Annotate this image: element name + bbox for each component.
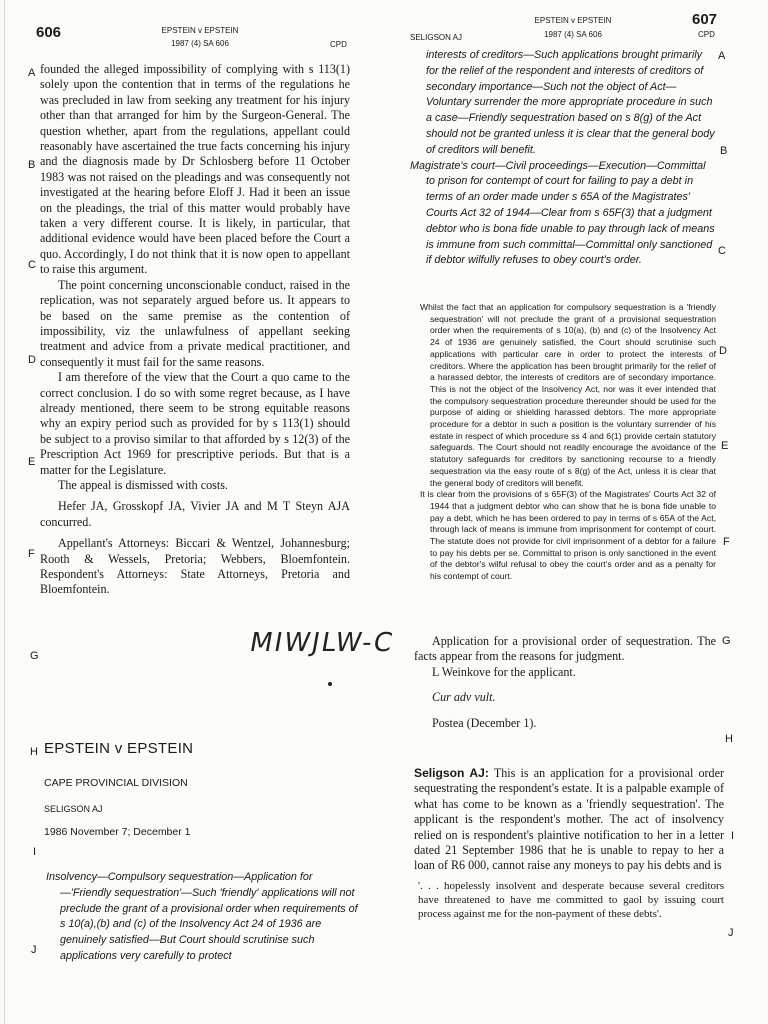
cur-adv-vult: Cur adv vult. <box>432 690 496 705</box>
headnote-left <box>46 870 358 965</box>
left-margin-letter-g: G <box>30 650 39 662</box>
handwritten-note: MIWJLW-C <box>247 628 397 658</box>
right-margin-letter-h: H <box>725 733 733 745</box>
left-body <box>40 62 350 598</box>
application-block <box>414 634 716 731</box>
ink-dot <box>328 682 332 686</box>
left-margin-letter-j: J <box>31 944 37 956</box>
right-margin-letter-i: I <box>731 830 735 842</box>
headnote-insolvency: Insolvency—Compulsory sequestration—Application for—'Friendly sequestration'—Such 'friendly' applications will not preclude the grant of a provisional order when requirements of s 10(a),(b) and (c) of the Insolvency Act 24 of 1936 are genuinely satisfied—But Court should scrutinise such applications very carefully to protect <box>46 871 358 962</box>
left-paragraph-3: I am therefore of the view that the Court a quo came to the correct conclusion. I do so with some regret because, as I have already mentioned, there seem to be strong equitable reasons why an expiry period such as provided for by s 113(1) should be subject to a proviso similar to that afforded by s 12(3) of the Prescription Act 1969 for prescriptive periods. But that is a matter for the Legislature. <box>40 370 350 477</box>
right-judge-header: SELIGSON AJ <box>410 33 463 42</box>
left-page-number: 606 <box>36 24 62 41</box>
headnote-right <box>410 48 716 269</box>
judgment-judge: Seligson AJ: <box>414 766 489 780</box>
right-running-title: EPSTEIN v EPSTEIN <box>534 16 612 25</box>
summary <box>410 302 716 583</box>
left-attorneys: Appellant's Attorneys: Biccari & Wentzel, Johannesburg; Rooth & Wessels, Pretoria; Webbers, Bloemfontein. Respondent's Attorneys: State Attorneys, Pretoria and Bloemfontein. <box>40 536 350 597</box>
judgment-block <box>414 766 724 921</box>
left-margin-letter-h: H <box>30 746 38 758</box>
right-citation: 1987 (4) SA 606 <box>544 30 602 39</box>
left-margin-letter-d: D <box>28 354 36 366</box>
counsel-line: L Weinkove for the applicant. <box>432 664 576 679</box>
right-page-number: 607 <box>692 11 718 28</box>
right-margin-letter-a: A <box>718 50 726 62</box>
headnote-continuation: interests of creditors—Such applications brought primarily for the relief of the respondent and interests of creditors of secondary importance—Such not the object of Act—Voluntary surrender the more appropriate procedure in such a case—Friendly sequestration based on s 8(g) of the Act should not be granted unless it is clear that the general body of creditors will benefit. <box>426 49 715 156</box>
left-margin-letter-e: E <box>28 456 36 468</box>
postea: Postea (December 1). <box>432 715 537 730</box>
summary-paragraph-1: Whilst the fact that an application for compulsory sequestration is a 'friendly sequestration' will not preclude the grant of a provisional sequestration order when the requirements of s 10(a), (b) and (c) of the Insolvency Act 24 of 1936 are genuinely satisfied, the Court should scrutinise such applications with particular care in order to protect the interests of creditors. Where the application has been brought primarily for the relief of a harassed debtor, the interests of creditors are of secondary importance. This is not the object of the Insolvency Act, nor was it ever intended that the compulsory sequestration procedure thereunder should be used for the purpose of aiding or shielding harassed debtors. The more appropriate procedure for a debtor in such a position is the voluntary surrender of his estate in respect of which procedure ss 4 and 6(1) provide certain statutory safeguards. The Court should not readily encourage the avoidance of the statutory safeguards for creditors by sanctioning recourse to a friendly sequestration via the easy route of s 8(g) of the Act, unless it is clear that the general body of creditors will benefit. <box>420 302 716 488</box>
right-margin-letter-g: G <box>722 635 731 647</box>
application-text: Application for a provisional order of sequestration. The facts appear from the reasons for judgment. <box>414 634 716 664</box>
left-running-title: EPSTEIN v EPSTEIN <box>161 26 239 35</box>
case-division: CAPE PROVINCIAL DIVISION <box>44 777 188 789</box>
summary-paragraph-2: It is clear from the provisions of s 65F(3) of the Magistrates' Courts Act 32 of 1944 that a judgment debtor who can show that he is bona fide unable to pay a debt, which he has been ordered to pay in terms of s 65A of the Act, through lack of means is immune from imprisonment for contempt of court. The statute does not provide for civil imprisonment of a debtor for a failure to pay his debts per se. Committal to prison is only sanctioned in the event of the debtor's wilful refusal to obey the court's order and as a penalty for his contempt of court. <box>420 489 716 582</box>
left-margin-letter-i: I <box>33 846 37 858</box>
right-margin-letter-b: B <box>720 145 728 157</box>
judgment-text <box>414 766 724 874</box>
right-margin-letter-e: E <box>721 440 729 452</box>
left-paragraph-1: founded the alleged impossibility of complying with s 113(1) solely upon the contention that in terms of the regulations he was precluded in law from seeking any treatment for his injury other than that arranged for him by the Surgeon-General. The question whether, apart from the regulations, appellant could reasonably have ascertained the true facts concerning his injury and the diagnosis made by Dr Schlosberg before 11 October 1983 was not raised on the pleadings and was consequently not investigated at the hearing before Eloff J. Had it been an issue on the pleadings, the trial of this matter would probably have taken a very different course. It is likely, in particular, that additional evidence would have been placed before the Court a quo. Accordingly, I do not think that it is now open to appellant to raise this argument. <box>40 62 350 277</box>
page-edge-line <box>4 0 5 1024</box>
case-dates: 1986 November 7; December 1 <box>44 826 191 838</box>
right-margin-letter-f: F <box>723 536 730 548</box>
left-margin-letter-f: F <box>28 548 35 560</box>
right-margin-letter-d: D <box>719 345 727 357</box>
right-margin-letter-c: C <box>718 245 726 257</box>
left-concurrence: Hefer JA, Grosskopf JA, Vivier JA and M T Steyn AJA concurred. <box>40 499 350 529</box>
right-margin-letter-j: J <box>728 927 734 939</box>
left-margin-letter-c: C <box>28 259 36 271</box>
right-division-abbr: CPD <box>698 30 715 39</box>
headnote-magistrates-court: Magistrate's court—Civil proceedings—Execution—Committal to prison for contempt of court for failing to pay a debt in terms of an order made under s 65A of the Magistrates' Courts Act 32 of 1944—Clear from s 65F(3) that a judgment debtor who is bona fide unable to pay through lack of means is immune from such committal—Committal only sanctioned if debtor wilfully refuses to obey court's order. <box>410 159 715 267</box>
case-title: EPSTEIN v EPSTEIN <box>44 740 194 757</box>
case-judge: SELIGSON AJ <box>44 804 103 814</box>
left-margin-letter-a: A <box>28 67 36 79</box>
judgment-body: This is an application for a provisional order sequestrating the respondent's estate. It is a palpable example of what has come to be known as a 'friendly sequestration'. The applicant is the respondent's mother. The act of insolvency relied on is respondent's plaintive notification to her in a letter dated 21 September 1986 that he is unable to repay to her a loan of R6 000, cannot raise any moneys to pay his debts and is <box>414 766 724 873</box>
left-paragraph-4: The appeal is dismissed with costs. <box>58 477 228 492</box>
left-paragraph-2: The point concerning unconscionable conduct, raised in the replication, was not separately argued before us. It appears to be based on the same premise as the contention of impossibility, viz the unlawfulness of appellant seeking treatment and advice from a private medical practitioner, and consequently it must fail for the same reasons. <box>40 277 350 369</box>
left-citation: 1987 (4) SA 606 <box>171 39 229 48</box>
left-margin-letter-b: B <box>28 159 36 171</box>
left-division-abbr: CPD <box>330 40 347 49</box>
quoted-letter: '. . . hopelessly insolvent and desperate because several creditors have threatened to have me committed to gaol by issuing court process against me for the non-payment of these debts'. <box>418 879 724 920</box>
